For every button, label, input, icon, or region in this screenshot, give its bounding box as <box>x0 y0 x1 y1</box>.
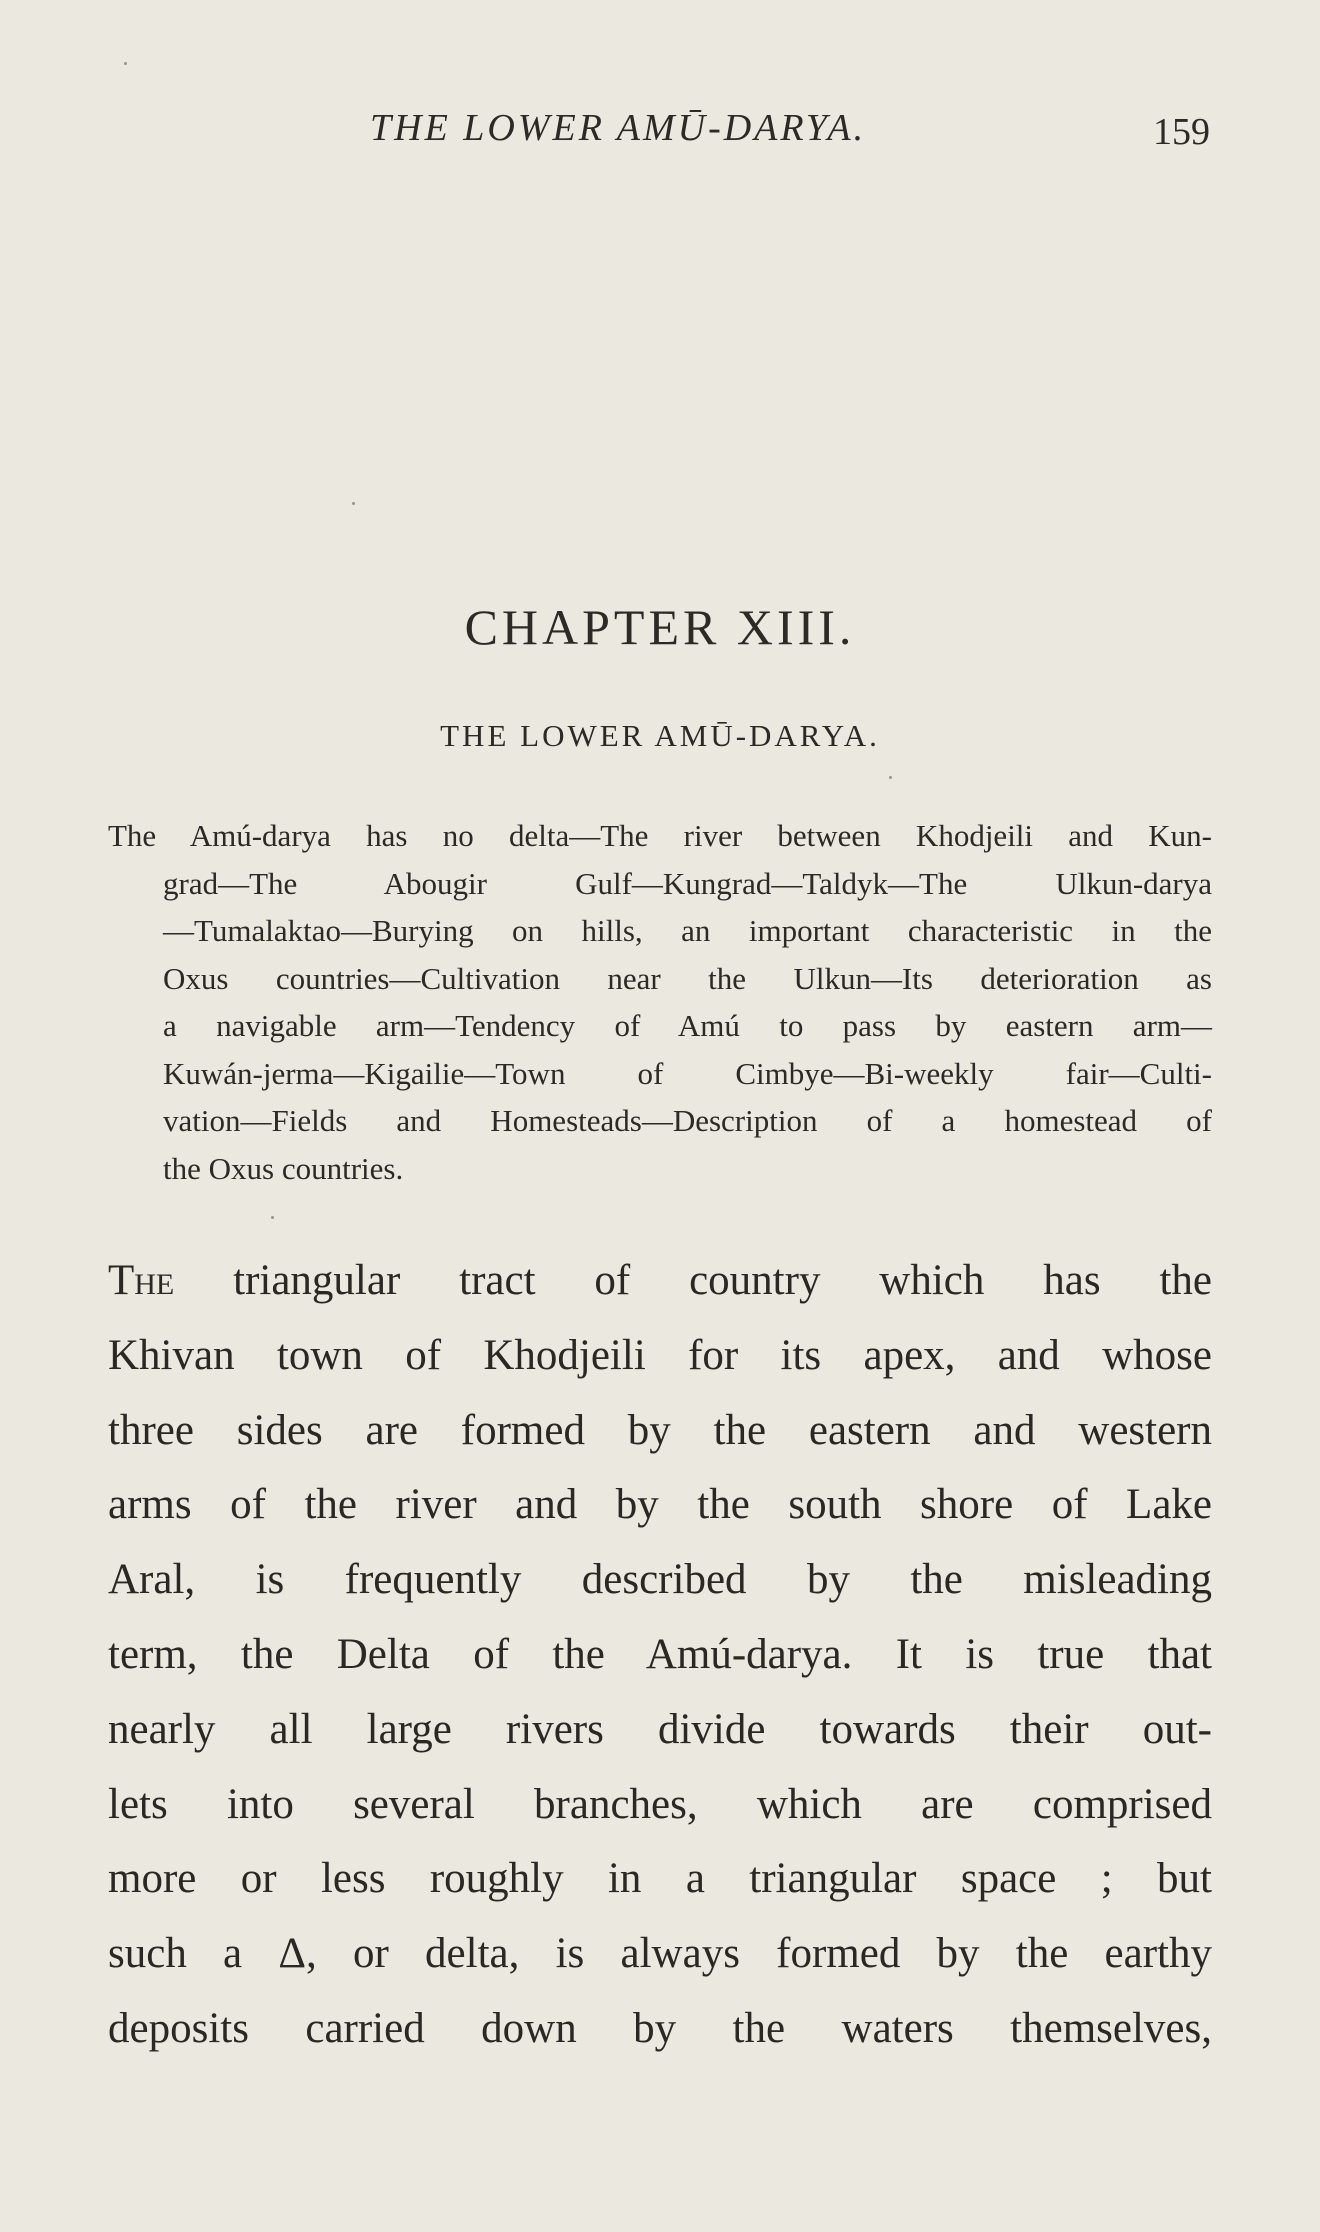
body-line: such a Δ, or delta, is always formed by the earthy <box>108 1930 1212 1978</box>
chapter-subtitle: THE LOWER AMŪ-DARYA. <box>440 718 880 753</box>
body-line: Khivan town of Khodjeili for its apex, and whose <box>108 1331 1212 1379</box>
chapter-synopsis <box>108 812 1212 1192</box>
paper-speck <box>352 502 355 505</box>
synopsis-line: Kuwán-jerma—Kigailie—Town of Cimbye—Bi-weekly fair—Culti- <box>163 1055 1212 1091</box>
synopsis-line: a navigable arm—Tendency of Amú to pass by eastern arm— <box>163 1008 1212 1043</box>
synopsis-line: The Amú-darya has no delta—The river between Khodjeili and Kun- <box>108 818 1212 853</box>
body-line: nearly all large rivers divide towards their out- <box>108 1705 1212 1753</box>
synopsis-line: grad—The Abougir Gulf—Kungrad—Taldyk—The Ulkun-darya <box>163 865 1212 901</box>
body-line: lets into several branches, which are comprised <box>108 1780 1212 1828</box>
body-line <box>108 1244 1212 1319</box>
body-line: Aral, is frequently described by the misleading <box>108 1556 1212 1604</box>
synopsis-line: —Tumalaktao—Burying on hills, an important characteristic in the <box>163 913 1212 948</box>
chapter-title: CHAPTER XIII. <box>464 599 856 655</box>
body-line: three sides are formed by the eastern and western <box>108 1406 1212 1454</box>
running-head-title: THE LOWER AMŪ-DARYA. <box>370 107 867 149</box>
body-line-text: triangular tract of country which has the <box>174 1257 1212 1304</box>
body-line: term, the Delta of the Amú-darya. It is true that <box>108 1630 1212 1678</box>
paper-speck <box>271 1216 274 1219</box>
synopsis-line: Oxus countries—Cultivation near the Ulkun—Its deterioration as <box>163 960 1212 996</box>
page-number: 159 <box>1153 111 1210 153</box>
paper-speck <box>124 62 127 65</box>
body-paragraph <box>108 1244 1212 2067</box>
synopsis-line: the Oxus countries. <box>163 1150 404 1186</box>
synopsis-line: vation—Fields and Homesteads—Description of a homestead of <box>163 1103 1212 1138</box>
body-line: deposits carried down by the waters themselves, <box>108 2004 1212 2052</box>
paper-speck <box>889 776 892 779</box>
opening-word: The <box>108 1257 175 1304</box>
body-line: more or less roughly in a triangular space ; but <box>108 1855 1212 1903</box>
body-line: arms of the river and by the south shore of Lake <box>108 1481 1212 1529</box>
